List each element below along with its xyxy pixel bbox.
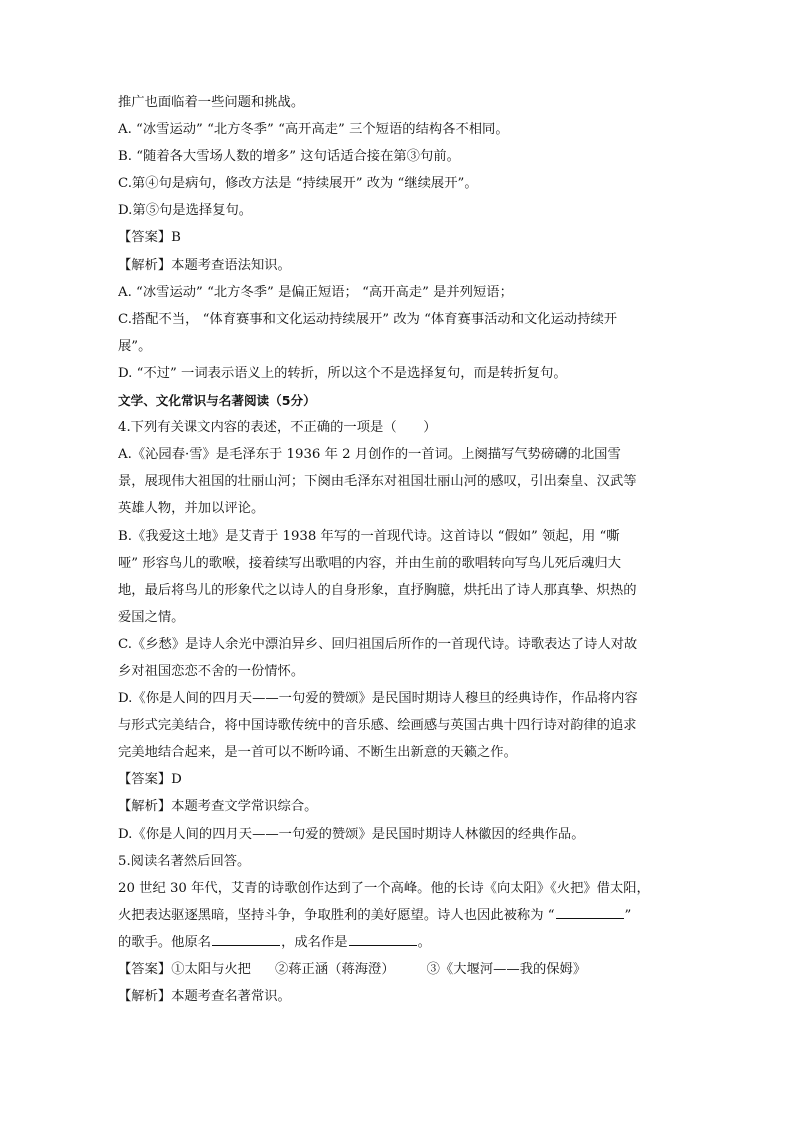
- option-b-cont: 地，最后将鸟儿的形象代之以诗人的自身形象，直抒胸臆，烘托出了诗人那真挚、炽热的: [118, 582, 637, 598]
- answer-line: [118, 956, 678, 983]
- option-a: A. “冰雪运动” “北方冬季” “高开高走” 三个短语的结构各不相同。: [118, 122, 509, 138]
- answer-line: 【答案】B: [118, 230, 181, 246]
- option-b: B. “随着各大雪场人数的增多” 这句话适合接在第③句前。: [118, 149, 460, 165]
- option-a-cont: 景，展现伟大祖国的壮丽山河；下阕由毛泽东对祖国壮丽山河的感叹，引出秦皇、汉武等: [118, 474, 637, 490]
- option-b: B.《我爱这土地》是艾青于 1938 年写的一首现代诗。这首诗以 “假如” 领起，用 “嘶: [118, 528, 620, 544]
- answer-label: 【答案】: [118, 962, 172, 977]
- question-4: 4.下列有关课文内容的表述，不正确的一项是（ ）: [118, 420, 437, 436]
- option-d-cont: 与形式完美结合，将中国诗歌传统中的音乐感、绘画感与英国古典十四行诗对韵律的追求: [118, 718, 637, 734]
- section-title: 文学、文化常识与名著阅读（5分）: [118, 393, 316, 409]
- option-d-cont: 完美地结合起来，是一首可以不断吟诵、不断生出新意的天籁之作。: [118, 745, 517, 761]
- option-c: C.第④句是病句，修改方法是 “持续展开” 改为 “继续展开”。: [118, 176, 478, 192]
- option-d: D.第⑤句是选择复句。: [118, 203, 253, 219]
- passage-line: [118, 902, 678, 929]
- passage-text: ，成名作是: [281, 934, 348, 950]
- passage-text: 。: [417, 934, 431, 950]
- option-c: C.《乡愁》是诗人余光中漂泊异乡、回归祖国后所作的一首现代诗。诗歌表达了诗人对故: [118, 636, 638, 652]
- option-a-cont: 英雄人物，并加以评论。: [118, 501, 265, 517]
- analysis-line: 【解析】本题考查文学常识综合。: [118, 799, 318, 815]
- option-d: D.《你是人间的四月天——一句爱的赞颂》是民国时期诗人穆旦的经典诗作，作品将内容: [118, 691, 638, 707]
- fill-blank-1[interactable]: [556, 904, 624, 919]
- answer-line: 【答案】D: [118, 772, 182, 788]
- passage-text: 火把表达驱逐黑暗，坚持斗争，争取胜利的美好愿望。诗人也因此被称为 “: [118, 907, 555, 923]
- question-5: 5.阅读名著然后回答。: [118, 853, 251, 869]
- analysis-detail: D. “不过” 一词表示语义上的转折，所以这个不是选择复句，而是转折复句。: [118, 365, 567, 381]
- analysis-detail: D.《你是人间的四月天——一句爱的赞颂》是民国时期诗人林徽因的经典作品。: [118, 826, 585, 842]
- passage-line: [118, 929, 678, 956]
- fill-blank-3[interactable]: [349, 931, 417, 946]
- passage-line: 20 世纪 30 年代，艾青的诗歌创作达到了一个高峰。他的长诗《向太阳》《火把》借太阳，: [118, 880, 650, 896]
- answer-item: ②蒋正涵（蒋海澄）: [274, 962, 395, 977]
- analysis-line: 【解析】本题考查名著常识。: [118, 989, 291, 1005]
- analysis-detail: A. “冰雪运动” “北方冬季” 是偏正短语； “高开高走” 是并列短语；: [118, 284, 513, 300]
- option-a: A.《沁园春·雪》是毛泽东于 1936 年 2 月创作的一首词。上阕描写气势磅礴的北国雪: [118, 447, 621, 463]
- analysis-detail: C.搭配不当， “体育赛事和文化运动持续展开” 改为 “体育赛事活动和文化运动持续开: [118, 311, 618, 327]
- document-page: [118, 89, 678, 1010]
- analysis-detail: 展”。: [118, 338, 152, 354]
- passage-text: 的歌手。他原名: [118, 934, 212, 950]
- text-line: 推广也面临着一些问题和挑战。: [118, 95, 305, 110]
- passage-text: ”: [624, 907, 632, 923]
- fill-blank-2[interactable]: [212, 931, 280, 946]
- option-b-cont: 爱国之情。: [118, 609, 185, 625]
- option-c-cont: 乡对祖国恋恋不舍的一份情怀。: [118, 663, 305, 679]
- analysis-line: 【解析】本题考查语法知识。: [118, 257, 291, 273]
- answer-item: ③《大堰河——我的保姆》: [426, 962, 587, 977]
- answer-item: ①太阳与火把: [171, 962, 251, 977]
- option-b-cont: 哑” 形容鸟儿的歌喉，接着续写出歌唱的内容，并由生前的歌唱转向写鸟儿死后魂归大: [118, 555, 622, 571]
